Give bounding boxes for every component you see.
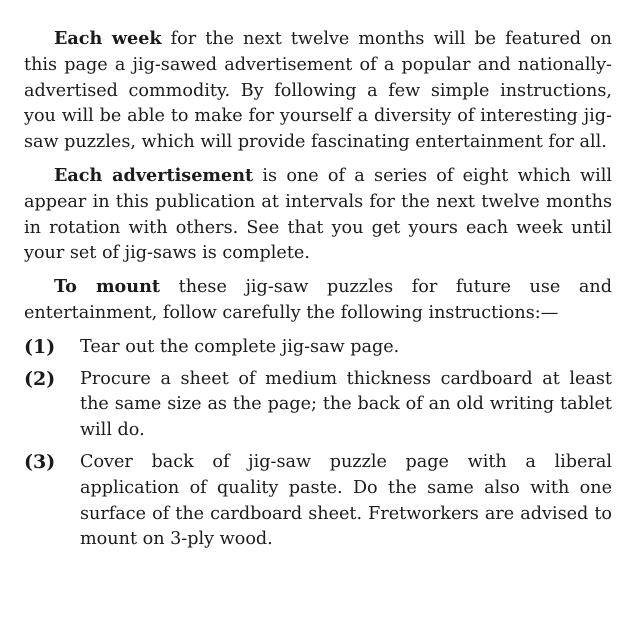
instruction-text: Tear out the complete jig-saw page. (80, 336, 400, 357)
instruction-number: (1) (24, 335, 56, 358)
paragraph-lead: To mount (54, 276, 161, 298)
instruction-number: (3) (24, 450, 56, 473)
paragraph-to-mount (24, 274, 612, 327)
paragraph-each-advertisement (24, 163, 612, 267)
instruction-item (24, 367, 612, 444)
paragraph-lead: Each week (54, 28, 162, 49)
paragraph-text: these jig-saw puzzles for future use and entertainment, follow carefully the following instructions:— (24, 277, 613, 323)
instruction-text: Procure a sheet of medium thickness cardboard at least the same size as the page; the back of an old writing tablet will do. (80, 368, 612, 441)
paragraph-each-week (24, 26, 612, 156)
instruction-text: Cover back of jig-saw puzzle page with a liberal application of quality paste. Do the same also with one surface of the cardboard sheet. Fretworkers are advised to mount on 3-ply wood. (80, 451, 612, 550)
paragraph-text: is one of a series of eight which will appear in this publication at intervals for the next twelve months in rotation with others. See that you get yours each week until your set of jig-saws is complete. (24, 165, 612, 264)
paragraph-lead: Each advertisement (54, 164, 254, 186)
instruction-item (24, 335, 612, 361)
paragraph-text: for the next twelve months will be featured on this page a jig-sawed advertisement of a popular and nationally-advertised commodity. By following a few simple instructions, you will be able to make for yourself a diversity of interesting jig-saw puzzles, which will provide fascinating entertainment for all. (24, 29, 612, 153)
instruction-number: (2) (24, 367, 56, 390)
instruction-list (24, 335, 612, 553)
article (24, 26, 612, 553)
instruction-item (24, 450, 612, 553)
